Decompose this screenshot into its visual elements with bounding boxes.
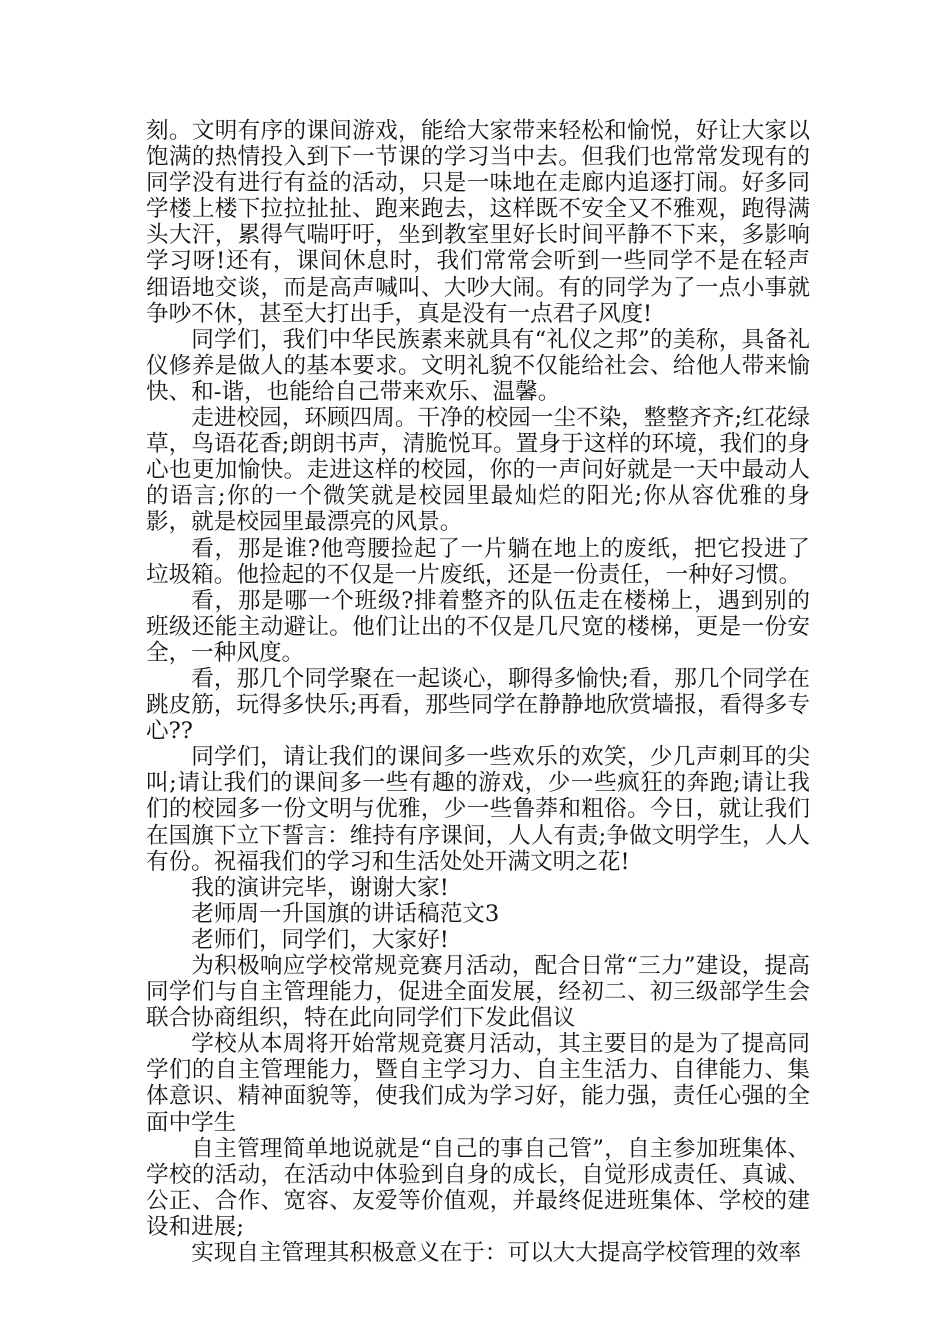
paragraph: 看，那是哪一个班级?排着整齐的队伍走在楼梯上，遇到别的班级还能主动避让。他们让出的不仅是几尺宽的楼梯，更是一份安全，一种风度。 bbox=[146, 587, 810, 666]
paragraph: 走进校园，环顾四周。干净的校园一尘不染，整整齐齐;红花绿草，鸟语花香;朗朗书声，清脆悦耳。置身于这样的环境，我们的身心也更加愉快。走进这样的校园，你的一声问好就是一天中最动人的语言;你的一个微笑就是校园里最灿烂的阳光;你从容优雅的身影，就是校园里最漂亮的风景。 bbox=[146, 405, 810, 536]
document-body bbox=[146, 118, 810, 1266]
paragraph: 同学们，我们中华民族素来就具有“礼仪之邦”的美称，具备礼仪修养是做人的基本要求。文明礼貌不仅能给社会、给他人带来愉快、和-谐，也能给自己带来欢乐、温馨。 bbox=[146, 326, 810, 405]
paragraph: 实现自主管理其积极意义在于：可以大大提高学校管理的效率 bbox=[191, 1240, 802, 1267]
paragraph: 看，那几个同学聚在一起谈心，聊得多愉快;看，那几个同学在跳皮筋，玩得多快乐;再看，那些同学在静静地欣赏墙报，看得多专心?? bbox=[146, 665, 810, 745]
paragraph: 看，那是谁?他弯腰捡起了一片躺在地上的废纸，把它投进了垃圾箱。他捡起的不仅是一片废纸，还是一份责任，一种好习惯。 bbox=[146, 535, 810, 588]
paragraph: 学校从本周将开始常规竞赛月活动，其主要目的是为了提高同学们的自主管理能力，暨自主学习力、自主生活力、自律能力、集体意识、精神面貌等，使我们成为学习好，能力强，责任心强的全面中学生 bbox=[146, 1031, 810, 1136]
paragraph: 刻。文明有序的课间游戏，能给大家带来轻松和愉悦，好让大家以饱满的热情投入到下一节课的学习当中去。但我们也常常发现有的同学没有进行有益的活动，只是一味地在走廊内追逐打闹。好多同学楼上楼下拉拉扯扯、跑来跑去，这样既不安全又不雅观，跑得满头大汗，累得气喘吁吁，坐到教室里好长时间平静不下来，多影响学习呀!还有，课间休息时，我们常常会听到一些同学不是在轻声细语地交谈，而是高声喊叫、大吵大闹。有的同学为了一点小事就争吵不休，甚至大打出手，真是没有一点君子风度! bbox=[146, 118, 810, 327]
paragraph: 为积极响应学校常规竞赛月活动，配合日常“三力”建设，提高同学们与自主管理能力，促进全面发展，经初二、初三级部学生会联合协商组织，特在此向同学们下发此倡议 bbox=[146, 953, 810, 1032]
paragraph: 同学们，请让我们的课间多一些欢乐的欢笑，少几声刺耳的尖叫;请让我们的课间多一些有趣的游戏，少一些疯狂的奔跑;请让我们的校园多一份文明与优雅，少一些鲁莽和粗俗。今日，就让我们在国旗下立下誓言：维持有序课间，人人有责;争做文明学生，人人有份。祝福我们的学习和生活处处开满文明之花! bbox=[146, 744, 810, 875]
paragraph: 自主管理简单地说就是“自己的事自己管”，自主参加班集体、学校的活动，在活动中体验到自身的成长，自觉形成责任、真诚、公正、合作、宽容、友爱等价值观，并最终促进班集体、学校的建设和进展; bbox=[146, 1135, 810, 1240]
greeting-line: 老师们，同学们，大家好! bbox=[191, 926, 449, 953]
closing-line: 我的演讲完毕，谢谢大家! bbox=[191, 874, 449, 901]
section-title: 老师周一升国旗的讲话稿范文3 bbox=[191, 900, 500, 927]
